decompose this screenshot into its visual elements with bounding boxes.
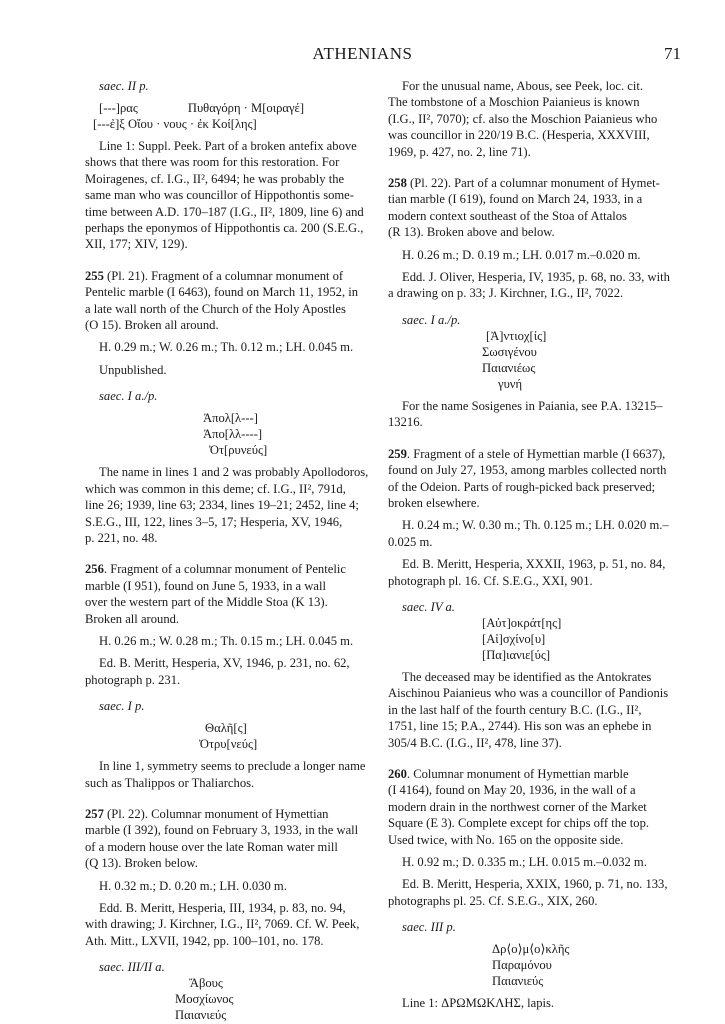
entry-258-date: saec. I a./p. — [402, 312, 461, 327]
entry-260-greek-line-3: Παιανιεύς — [492, 974, 544, 989]
entry-257-measurements: H. 0.32 m.; D. 0.20 m.; LH. 0.030 m. — [99, 878, 287, 893]
entry-259-greek-line-1: [Αὐτ]οκράτ[ης] — [482, 615, 562, 630]
entry-257-greek-line-1: Ἄβους — [189, 976, 223, 991]
entry-260-greek-line-2: Παραμόνου — [492, 958, 552, 973]
entry-259-greek-line-3: [Πα]ιανιε[ύς] — [482, 647, 551, 662]
entry-256-commentary: In line 1, symmetry seems to preclude a longer name such as Thalippos or Thaliarchos. — [85, 759, 366, 790]
entry-260-description: 260. Columnar monument of Hymettian marble (I 4164), found on May 20, 1936, in the wall of a modern drain in the northwest corner of the Market Square (E 3). Complete except for chips off the top. Used twice, with No. 165 on the opposite side. — [388, 766, 650, 847]
entry-259-commentary: The deceased may be identified as the Antokrates Aischinou Paianieus who was a councillor of Pandionis in the last half of the fourth century B.C. (I.G., II², 1751, line 15; P.A., 2744). His son was an ephebe in 305/4 B.C. (I.G., II², 478, line 37). — [388, 669, 669, 750]
entry-259-date: saec. IV a. — [402, 599, 455, 614]
entry-254-date: saec. II p. — [99, 79, 149, 93]
right-column — [388, 78, 680, 1012]
entry-256-description: 256. Fragment of a columnar monument of Pentelic marble (I 951), found on June 5, 1933, in a wall over the western part of the Middle Stoa (K 13). Broken all around. — [85, 562, 346, 626]
entry-255-measurements: H. 0.29 m.; W. 0.26 m.; Th. 0.12 m.; LH. 0.045 m. — [99, 340, 354, 355]
entry-258-greek-line-1: [Ἀ]ντιοχ[ίς] — [486, 328, 547, 343]
page-title: ATHENIANS — [312, 44, 413, 63]
entry-257-edition: Edd. B. Meritt, Hesperia, III, 1934, p. 83, no. 94, with drawing; J. Kirchner, I.G., II², 7069. Cf. W. Peek, Ath. Mitt., LXVII, 1942, pp. 100–101, no. 178. — [85, 901, 360, 948]
entry-256-greek-line-2: Ὀτρυ[νεύς] — [199, 737, 258, 752]
entry-256-greek-line-1: Θαλῆ[ς] — [205, 721, 247, 736]
entry-256-date: saec. I p. — [99, 699, 145, 714]
entry-259-edition: Ed. B. Meritt, Hesperia, XXXII, 1963, p. 51, no. 84, photograph pl. 16. Cf. S.E.G., XXI, 901. — [388, 557, 666, 588]
entry-254-greek-line-2: [---ἐ]ξ Οἴου · νους · ἐκ Κοί[λης] — [93, 117, 257, 131]
entry-258-measurements: H. 0.26 m.; D. 0.19 m.; LH. 0.017 m.–0.020 m. — [402, 247, 641, 262]
entry-259-measurements: H. 0.24 m.; W. 0.30 m.; Th. 0.125 m.; LH. 0.020 m.– 0.025 m. — [388, 518, 669, 549]
entry-260-edition: Ed. B. Meritt, Hesperia, XXIX, 1960, p. 71, no. 133, photographs pl. 25. Cf. S.E.G., XIX, 260. — [388, 877, 668, 908]
page-number: 71 — [664, 44, 681, 63]
entry-260-measurements: H. 0.92 m.; D. 0.335 m.; LH. 0.015 m.–0.032 m. — [402, 855, 647, 869]
entry-255-greek-line-2: Ἀπο[λλ----] — [203, 427, 263, 442]
entry-260-commentary: Line 1: ΔΡΩΜΩΚΛΗΣ, lapis. — [402, 996, 555, 1011]
entry-255-greek-line-1: Ἀπολ[λ---] — [203, 411, 258, 426]
entry-255-greek-line-3: Ὀτ[ρυνεύς] — [209, 443, 268, 458]
entry-258-greek-line-4: γυνή — [498, 376, 523, 391]
entry-257-greek-line-2: Μοσχίωνος — [175, 992, 234, 1007]
entry-255-edition: Unpublished. — [99, 362, 167, 377]
entry-255-commentary: The name in lines 1 and 2 was probably Apollodoros, which was common in this deme; cf. I.G., II², 791d, line 26; 1939, line 63; 2334, lines 19–21; 2452, line 4; S.E.G., III, 122, lines 3–5, 17; Hesperia, XV, 1946, p. 221, no. 48. — [85, 465, 369, 545]
running-head — [0, 44, 725, 68]
entry-257-description: 257 (Pl. 22). Columnar monument of Hymettian marble (I 392), found on February 3, 1933, in the wall of a modern house over the late Roman water mill (Q 13). Broken below. — [85, 806, 359, 871]
entry-255-description: 255 (Pl. 21). Fragment of a columnar monument of Pentelic marble (I 6463), found on March 11, 1952, in a late wall north of the Church of the Holy Apostles (O 15). Broken all around. — [85, 268, 359, 333]
entry-258-greek-line-3: Παιανιέως — [482, 360, 536, 375]
entry-254-commentary: Line 1: Suppl. Peek. Part of a broken antefix above shows that there was room for this restoration. For Moiragenes, cf. I.G., II², 6494; he was probably the same man who was councillor of Hippothontis some- time between A.D. 170–187 (I.G., II², 1809, line 6) and perhaps the eponymos of Hippothontis ca. 200 (S.E.G., XII, 177; XIV, 129). — [85, 139, 364, 252]
entry-260-date: saec. III p. — [402, 920, 456, 935]
entry-257-commentary: For the unusual name, Abous, see Peek, loc. cit. The tombstone of a Moschion Paianieus is known (I.G., II², 7070); cf. also the Moschion Paianieus who was councillor in 220/19 B.C. (Hesperia, XXXVIII, 1969, p. 427, no. 2, line 71). — [388, 79, 658, 159]
entry-255-date: saec. I a./p. — [99, 389, 158, 404]
entry-257-date: saec. III/II a. — [99, 960, 165, 975]
entry-258-description: 258 (Pl. 22). Part of a columnar monument of Hymet- tian marble (I 619), found on March 24, 1933, in a modern context southeast of the Stoa of Attalos (R 13). Broken above and below. — [388, 176, 660, 240]
entry-259-description: 259. Fragment of a stele of Hymettian marble (I 6637), found on July 27, 1953, among marbles collected north of the Odeion. Parts of rough-picked back preserved; broken elsewhere. — [388, 446, 667, 510]
entry-254-greek-line-1: [---]ρας Πυθαγόρη · Μ[οιραγέ] — [99, 101, 305, 115]
entry-258-commentary: For the name Sosigenes in Paiania, see P.A. 13215– 13216. — [388, 398, 663, 430]
entry-257-greek-line-3: Παιανιεύς — [175, 1008, 227, 1023]
entry-258-greek-line-2: Σωσιγένου — [482, 344, 537, 359]
left-column — [85, 78, 373, 1023]
entry-256-measurements: H. 0.26 m.; W. 0.28 m.; Th. 0.15 m.; LH. 0.045 m. — [99, 633, 354, 648]
entry-256-edition: Ed. B. Meritt, Hesperia, XV, 1946, p. 231, no. 62, photograph p. 231. — [85, 656, 350, 687]
entry-258-edition: Edd. J. Oliver, Hesperia, IV, 1935, p. 68, no. 33, with a drawing on p. 33; J. Kirchner, I.G., II², 7022. — [388, 270, 670, 301]
entry-260-greek-line-1: Δρ⟨ο⟩μ⟨ο⟩κλῆς — [492, 942, 570, 957]
entry-259-greek-line-2: [Αἰ]σχίνο[υ] — [482, 631, 546, 646]
